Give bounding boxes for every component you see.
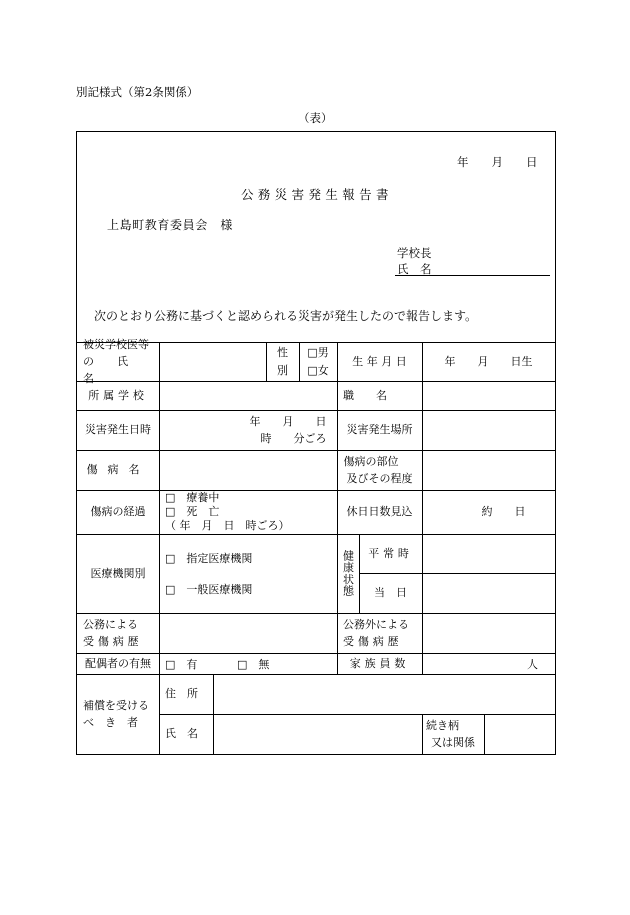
injury-label: 傷病名 [86, 463, 150, 477]
family-label: 家族員数 [349, 656, 410, 670]
course-treatment-checkbox[interactable]: □ 療養中 [165, 490, 220, 504]
name-label: 氏 名 [397, 262, 432, 276]
birth-label: 生 年 月 日 [352, 354, 407, 368]
spouse-label: 配偶者の有無 [85, 656, 151, 670]
sex-female-checkbox[interactable]: □女 [307, 363, 329, 377]
medical-label: 医療機関別 [90, 566, 146, 580]
part-label: 傷病の部位 及びその程度 [343, 454, 413, 485]
private-history-label: 公務外による 受傷病歴 [343, 617, 409, 648]
course-death-checkbox[interactable]: □ 死 亡 [165, 504, 220, 518]
spouse-yes-checkbox[interactable]: □ 有 [165, 658, 198, 671]
occur-value[interactable]: 年 月 日 時 分ごろ [249, 414, 327, 445]
day-label: 当 日 [374, 586, 407, 600]
report-date: 年 月 日 [457, 155, 538, 169]
course-label: 傷病の経過 [90, 505, 146, 519]
medical-general-checkbox[interactable]: □ 一般医療機関 [165, 583, 253, 596]
occur-label: 災害発生日時 [85, 423, 151, 437]
sex-male-checkbox[interactable]: □男 [307, 346, 329, 360]
statement: 次のとおり公務に基づくと認められる災害が発生したので報告します。 [94, 309, 478, 323]
victim-label: 被災学校医等 の 氏 名 [83, 337, 152, 386]
spouse-no-checkbox[interactable]: □ 無 [237, 658, 270, 671]
form-title: 公務災害発生報告書 [241, 187, 393, 202]
sex-label: 性 別 [277, 346, 288, 377]
course-death-time: （ 年 月 日 時ごろ） [165, 519, 290, 533]
claimant-name-label: 氏 名 [165, 727, 198, 741]
signature-line [395, 275, 550, 276]
compensation-label: 補償を受ける べ き 者 [83, 698, 149, 729]
report-form [76, 131, 556, 755]
principal-label: 学校長 [397, 246, 432, 260]
medical-designated-checkbox[interactable]: □ 指定医療機関 [165, 552, 253, 565]
address-label: 住 所 [165, 687, 198, 701]
health-label: 健康状態 [341, 550, 355, 597]
public-history-label: 公務による 受傷病歴 [83, 617, 143, 648]
school-label: 所属学校 [88, 388, 148, 402]
family-unit: 人 [527, 658, 538, 671]
addressee: 上島町教育委員会 様 [107, 218, 234, 232]
course-options[interactable] [165, 490, 337, 534]
rest-label: 休日日数見込 [346, 505, 413, 519]
side-label: （表） [298, 111, 333, 125]
form-note: 別記様式（第2条関係） [76, 85, 199, 99]
place-label: 災害発生場所 [346, 423, 413, 437]
job-label: 職 名 [343, 388, 387, 402]
normal-label: 平常時 [368, 546, 413, 560]
rest-value[interactable]: 約 日 [481, 505, 526, 519]
relation-label: 続き柄 又は関係 [426, 718, 475, 749]
sex-options[interactable] [299, 342, 337, 381]
birth-value[interactable]: 年 月 日生 [444, 354, 533, 368]
